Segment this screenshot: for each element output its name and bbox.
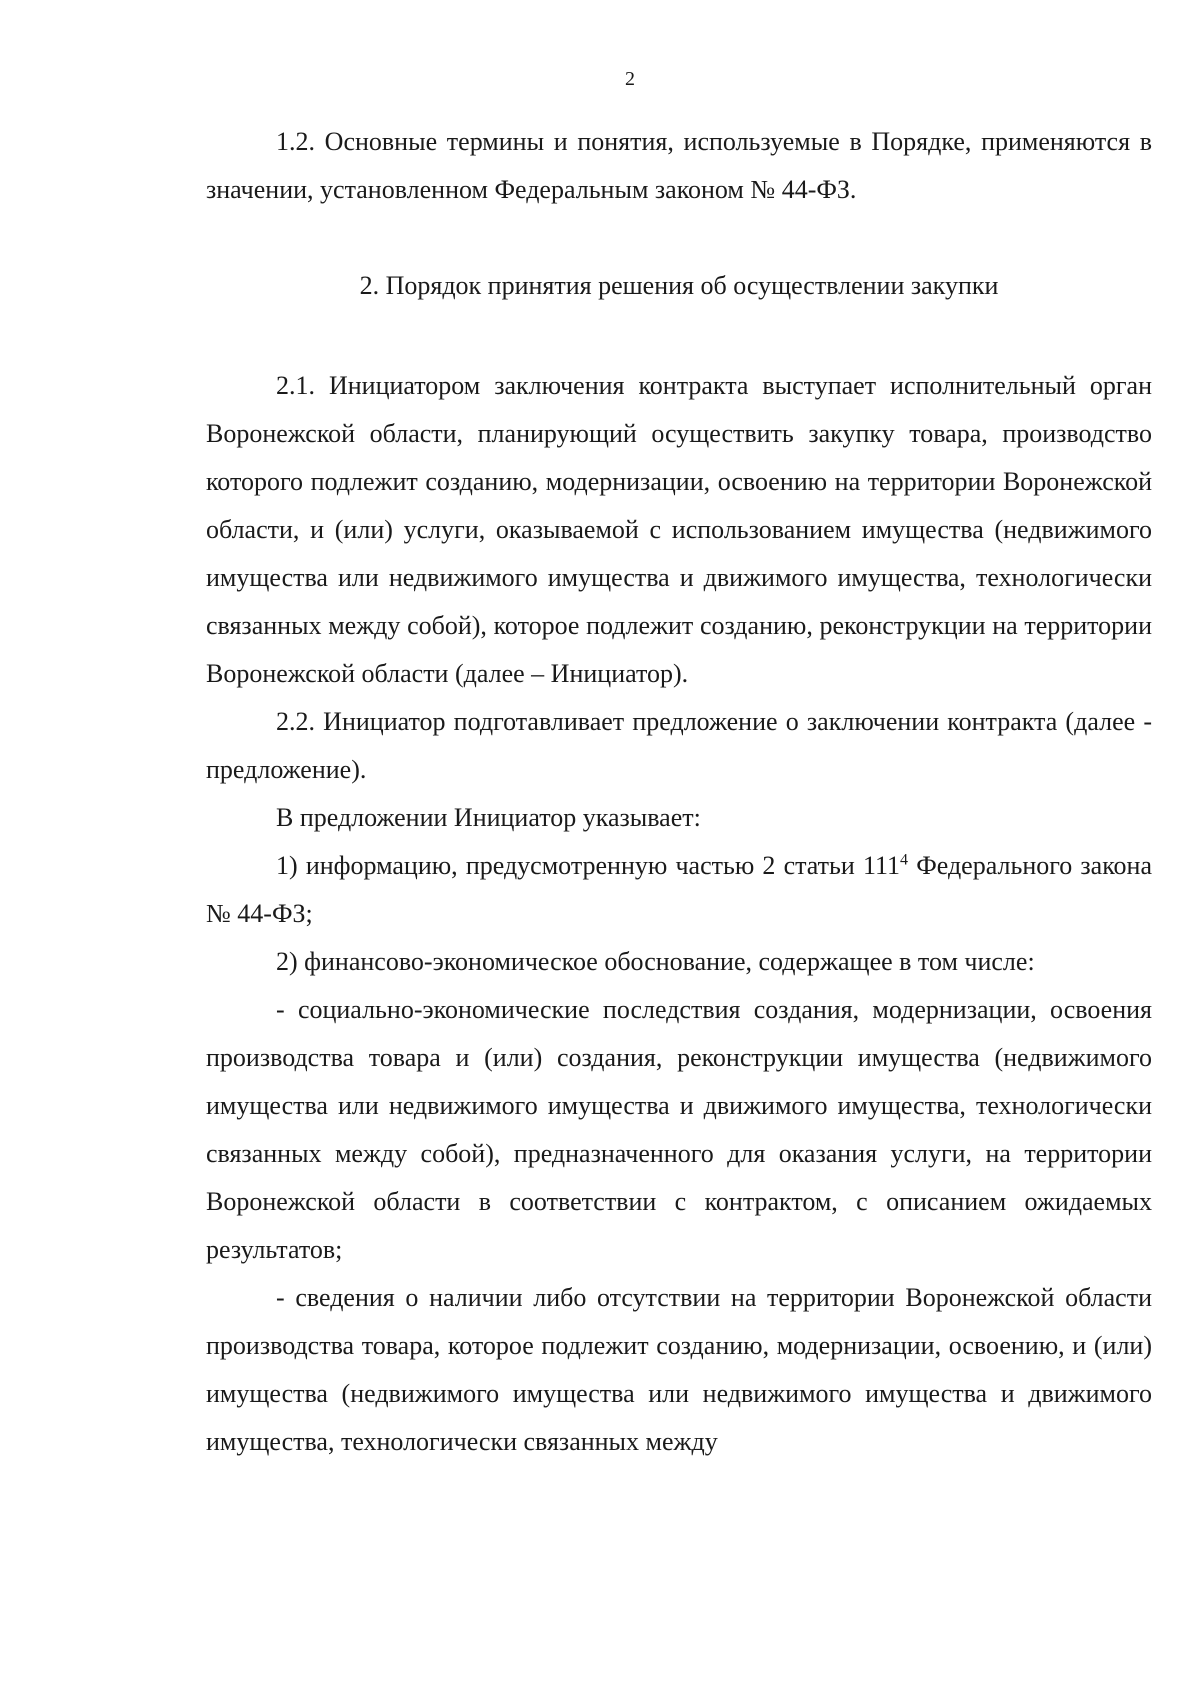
paragraph-1-2: 1.2. Основные термины и понятия, используемые в Порядке, применяются в значении, установленном Федеральным законом № 44-ФЗ. bbox=[206, 127, 1152, 204]
list-item-1-text: 1) информацию, предусмотренную частью 2 статьи 111 bbox=[276, 851, 901, 880]
document-body bbox=[206, 118, 1152, 1466]
dash-item-2: - сведения о наличии либо отсутствии на территории Воронежской области производства товара, которое подлежит созданию, модернизации, освоению, и (или) имущества (недвижимого имущества или недвижимого имущества и движимого имущества, технологически связанных между bbox=[206, 1283, 1152, 1456]
list-item-2: 2) финансово-экономическое обоснование, содержащее в том числе: bbox=[276, 947, 1035, 976]
dash-item-1: - социально-экономические последствия создания, модернизации, освоения производства товара и (или) создания, реконструкции имущества (недвижимого имущества или недвижимого имущества и движимого имущества, технологически связанных между собой), предназначенного для оказания услуги, на территории Воронежской области в соответствии с контрактом, с описанием ожидаемых результатов; bbox=[206, 995, 1152, 1264]
list-item-1-text-end: Федерального закона № 44-ФЗ; bbox=[206, 851, 1152, 928]
section-heading: 2. Порядок принятия решения об осуществлении закупки bbox=[359, 271, 999, 300]
paragraph-indicates: В предложении Инициатор указывает: bbox=[276, 803, 701, 832]
list-item-1 bbox=[206, 842, 1152, 938]
page-number: 2 bbox=[625, 68, 635, 90]
list-item-1-superscript: 4 bbox=[900, 851, 909, 869]
paragraph-2-2: 2.2. Инициатор подготавливает предложение о заключении контракта (далее - предложение). bbox=[206, 707, 1152, 784]
paragraph-2-1: 2.1. Инициатором заключения контракта выступает исполнительный орган Воронежской области, планирующий осуществить закупку товара, производство которого подлежит созданию, модернизации, освоению на территории Воронежской области, и (или) услуги, оказываемой с использованием имущества (недвижимого имущества или недвижимого имущества и движимого имущества, технологически связанных между собой), которое подлежит созданию, реконструкции на территории Воронежской области (далее – Инициатор). bbox=[206, 371, 1152, 688]
